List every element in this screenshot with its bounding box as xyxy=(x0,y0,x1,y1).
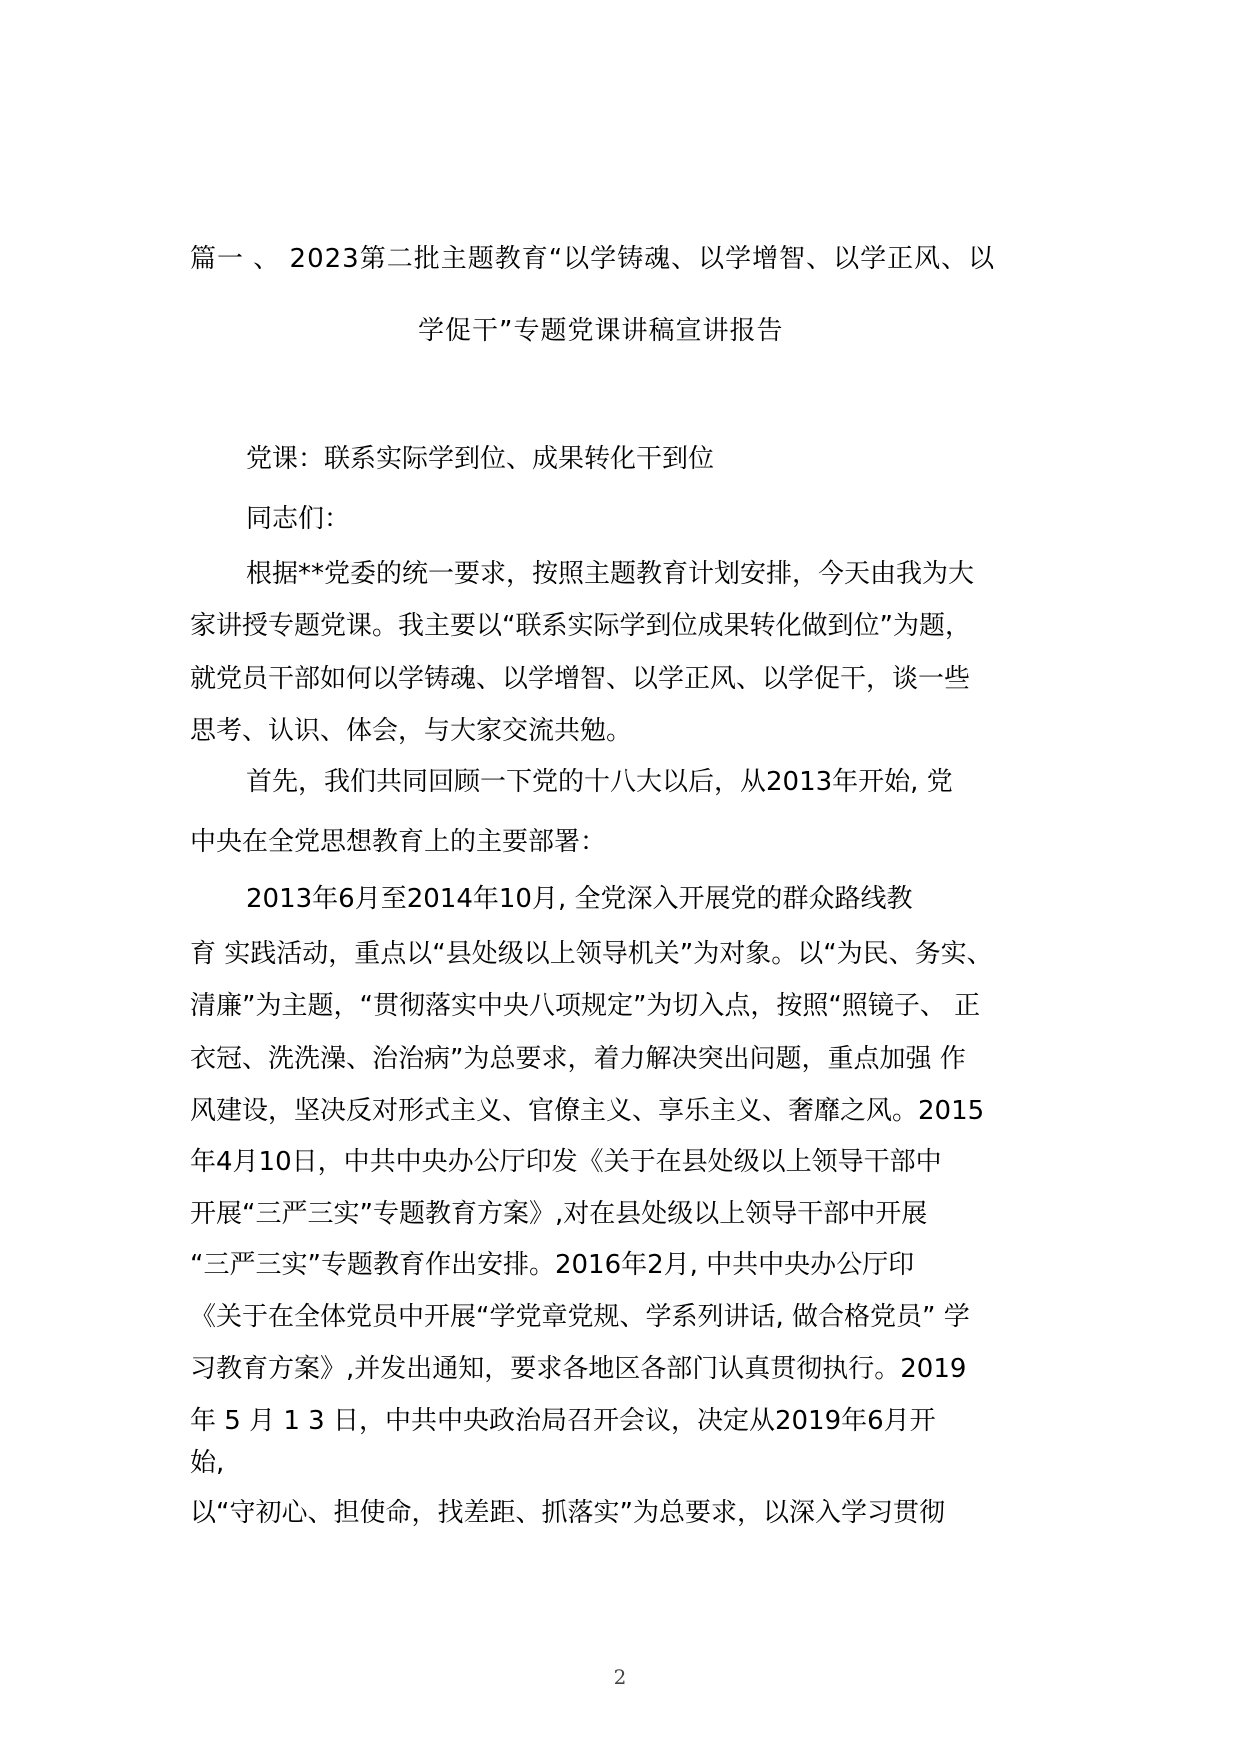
body-line: 2013年6月至2014年10月, 全党深入开展党的群众路线教 xyxy=(246,884,913,914)
body-line: 《关于在全体党员中开展“学党章党规、学系列讲话, 做合格党员” 学 xyxy=(190,1302,970,1332)
body-line: 年 5 月 1 3 日，中共中央政治局召开会议，决定从2019年6月开 xyxy=(190,1406,936,1436)
document-title-line-2: 学促干”专题党课讲稿宣讲报告 xyxy=(418,316,784,346)
body-line: 习教育方案》,并发出通知，要求各地区各部门认真贯彻执行。2019 xyxy=(190,1354,967,1384)
body-line: 育 实践活动，重点以“县处级以上领导机关”为对象。以“为民、务实、 xyxy=(190,939,993,969)
page-number: 2 xyxy=(613,1665,627,1689)
body-line: 思考、认识、体会，与大家交流共勉。 xyxy=(190,716,633,746)
body-line: 年4月10日，中共中央办公厅印发《关于在县处级以上领导干部中 xyxy=(190,1147,942,1177)
body-line: 以“守初心、担使命，找差距、抓落实”为总要求，以深入学习贯彻 xyxy=(190,1498,945,1528)
body-line: “三严三实”专题教育作出安排。2016年2月, 中共中央办公厅印 xyxy=(190,1250,915,1280)
body-line: 就党员干部如何以学铸魂、以学增智、以学正风、以学促干，谈一些 xyxy=(190,664,971,694)
document-title-line-1: 篇一 、 2023第二批主题教育“以学铸魂、以学增智、以学正风、以 xyxy=(190,244,996,274)
body-line: 中央在全党思想教育上的主要部署： xyxy=(190,827,607,857)
body-line: 首先，我们共同回顾一下党的十八大以后，从2013年开始, 党 xyxy=(246,767,953,797)
salutation: 同志们： xyxy=(246,504,351,534)
body-line: 根据**党委的统一要求，按照主题教育计划安排，今天由我为大 xyxy=(246,559,975,589)
body-line: 清廉”为主题，“贯彻落实中央八项规定”为切入点，按照“照镜子、 正 xyxy=(190,991,981,1021)
body-line: 始, xyxy=(190,1448,225,1478)
body-line: 开展“三严三实”专题教育方案》,对在县处级以上领导干部中开展 xyxy=(190,1199,928,1229)
body-line: 家讲授专题党课。我主要以“联系实际学到位成果转化做到位”为题， xyxy=(190,611,971,641)
body-line: 风建设，坚决反对形式主义、官僚主义、享乐主义、奢靡之风。2015 xyxy=(190,1096,985,1126)
lecture-subtitle: 党课：联系实际学到位、成果转化干到位 xyxy=(246,444,715,474)
body-line: 衣冠、洗洗澡、治治病”为总要求，着力解决突出问题，重点加强 作 xyxy=(190,1044,966,1074)
